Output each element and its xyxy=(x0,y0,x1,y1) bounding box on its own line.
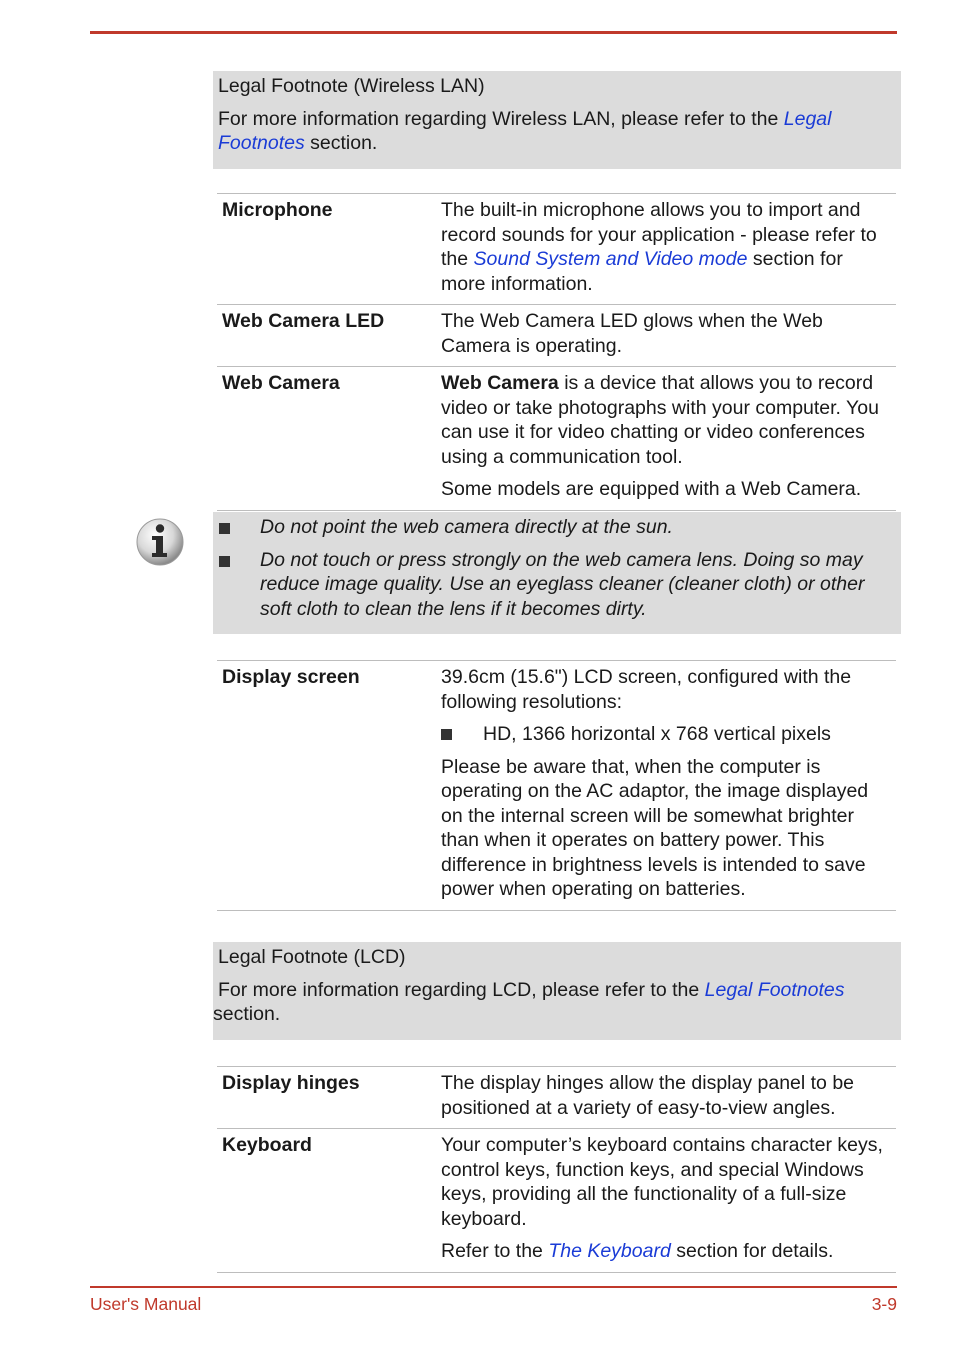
webcam-text2: Some models are equipped with a Web Camera. xyxy=(441,478,862,500)
footnote-wlan-text-after: section. xyxy=(304,132,378,154)
table-row-display-hinges xyxy=(217,1067,896,1129)
term-display-hinges: Display hinges xyxy=(222,1072,360,1094)
legal-footnotes-link[interactable]: Legal Footnotes xyxy=(704,978,845,1001)
header-rule xyxy=(90,31,897,34)
desc-keyboard xyxy=(441,1133,896,1264)
note-item-text: Do not touch or press strongly on the web camera lens. Doing so may reduce image quality. Use an eyeglass cleaner (cleaner cloth) or other soft cloth to clean the lens if it becomes dirty. xyxy=(260,548,865,620)
webcam-led-text: The Web Camera LED glows when the Web Camera is operating. xyxy=(441,310,823,357)
table-row-display-screen xyxy=(217,661,896,911)
term-webcam: Web Camera xyxy=(222,372,340,394)
info-icon xyxy=(135,517,185,567)
hinges-text: The display hinges allow the display panel to be positioned at a variety of easy-to-view angles. xyxy=(441,1072,855,1119)
spec-table-3 xyxy=(217,1066,896,1273)
note-item-text: Do not point the web camera directly at the sun. xyxy=(260,516,673,538)
webcam-text: is a device that allows you to record video or take photographs with your computer. You can use it for video chatting or video conferences using a communication tool. xyxy=(441,372,879,468)
webcam-note-box xyxy=(213,512,901,634)
microphone-text-after: section for more information. xyxy=(441,248,843,295)
term-display-screen: Display screen xyxy=(222,666,360,688)
display-screen-text2: Please be aware that, when the computer is operating on the AC adaptor, the image displayed on the internal screen will be somewhat brighter than when it operates on battery power. This difference in brightness levels is intended to save power when operating on batteries. xyxy=(441,755,869,900)
desc-microphone xyxy=(441,198,896,296)
footnote-wlan-text xyxy=(218,107,896,156)
keyboard-text-after: section for details. xyxy=(670,1240,834,1262)
sound-system-link[interactable]: Sound System and Video mode xyxy=(473,248,748,270)
footnote-lcd-title: Legal Footnote (LCD) xyxy=(218,946,406,968)
table-row-webcam-led xyxy=(217,305,896,367)
footnote-wlan-title: Legal Footnote (Wireless LAN) xyxy=(218,75,485,97)
legal-footnotes-link[interactable]: Legal Footnotes xyxy=(218,107,832,154)
footnote-wlan-text-before: For more information regarding Wireless LAN, please refer to the xyxy=(218,107,784,130)
desc-display-screen xyxy=(441,665,896,902)
term-keyboard: Keyboard xyxy=(222,1134,312,1156)
note-item xyxy=(219,515,895,540)
keyboard-text: Your computer’s keyboard contains character keys, control keys, function keys, and special Windows keys, providing all the functionality of a full-size keyboard. xyxy=(441,1134,883,1230)
the-keyboard-link[interactable]: The Keyboard xyxy=(548,1240,671,1262)
display-screen-text: 39.6cm (15.6") LCD screen, configured with the following resolutions: xyxy=(441,666,852,713)
term-microphone: Microphone xyxy=(222,199,333,221)
desc-display-hinges xyxy=(441,1071,896,1120)
desc-webcam xyxy=(441,371,896,502)
footnote-lcd-text-before: For more information regarding LCD, please refer to the xyxy=(218,978,705,1001)
spec-table-2 xyxy=(217,660,896,911)
table-row-keyboard xyxy=(217,1129,896,1273)
footnote-lcd-box xyxy=(213,942,901,1040)
spec-table-1 xyxy=(217,193,896,511)
bullet-square-icon xyxy=(441,729,452,740)
note-item xyxy=(219,548,895,622)
table-row-microphone xyxy=(217,194,896,305)
bullet-square-icon xyxy=(219,556,230,567)
footnote-lcd-text-after: section. xyxy=(213,1003,281,1025)
footer-manual-title: User's Manual xyxy=(90,1294,202,1314)
webcam-bold-lead: Web Camera xyxy=(441,372,559,394)
footnote-lcd-text xyxy=(213,978,896,1027)
desc-webcam-led xyxy=(441,309,896,358)
resolution-text: HD, 1366 horizontal x 768 vertical pixels xyxy=(483,723,831,745)
resolution-list-item xyxy=(441,722,892,747)
microphone-text-before: The built-in microphone allows you to import and record sounds for your application - please refer to the xyxy=(441,199,877,270)
table-row-webcam xyxy=(217,367,896,511)
footnote-wlan-box xyxy=(213,71,901,169)
footer-rule xyxy=(90,1286,897,1288)
term-webcam-led: Web Camera LED xyxy=(222,310,385,332)
bullet-square-icon xyxy=(219,523,230,534)
keyboard-text-before: Refer to the xyxy=(441,1240,549,1262)
page-number: 3-9 xyxy=(871,1294,897,1314)
